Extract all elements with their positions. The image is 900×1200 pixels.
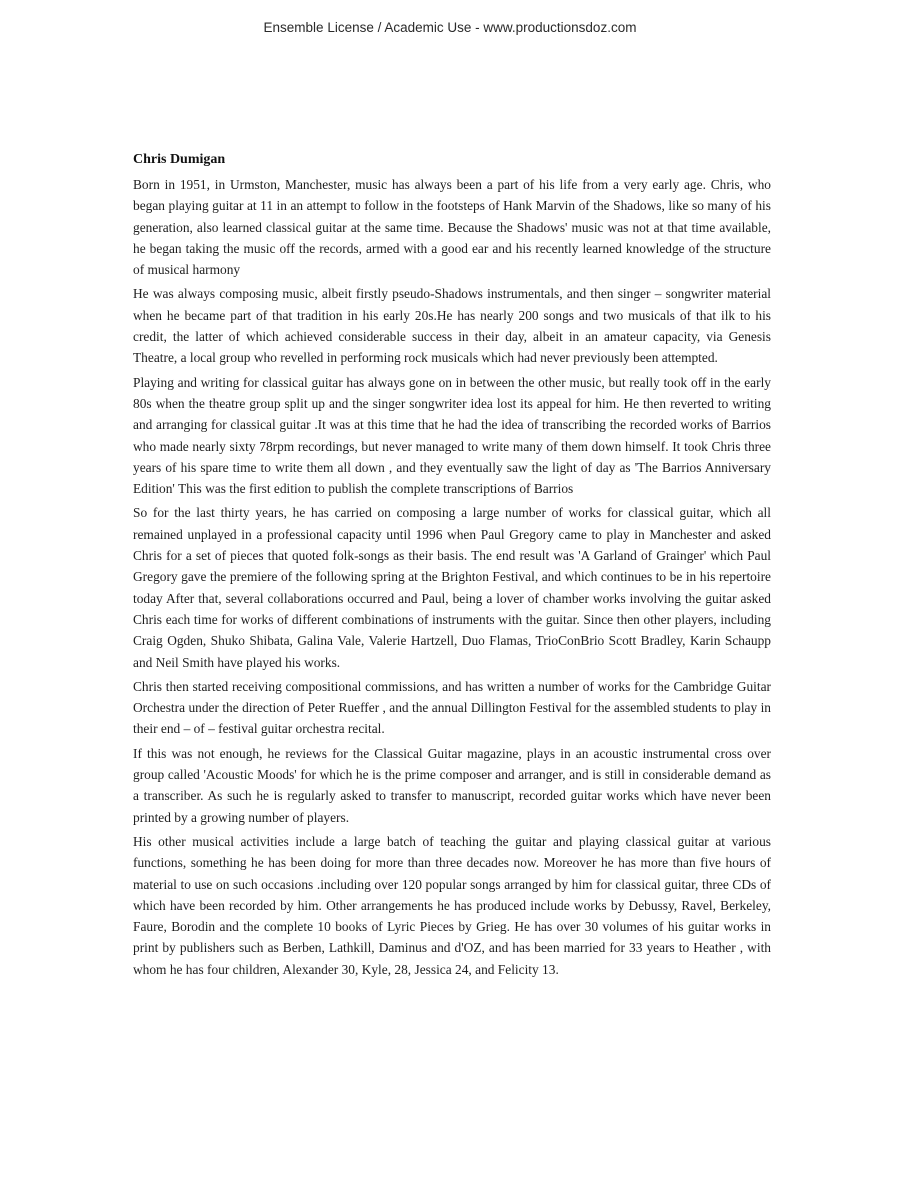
paragraph-other-activities: His other musical activities include a large batch of teaching the guitar and playing classical guitar at various functions, something he has been doing for more than three decades now. Moreover he has more than five hours of material to use on such occasions .including over 120 popular songs arranged by him for classical guitar, three CDs of which have been recorded by him. Other arrangements he has produced include works by Debussy, Ravel, Berkeley, Faure, Borodin and the complete 10 books of Lyric Pieces by Grieg. He has over 30 volumes of his guitar works in print by publishers such as Berben, Lathkill, Daminus and d'OZ, and has been married for 33 years to Heather , with whom he has four children, Alexander 30, Kyle, 28, Jessica 24, and Felicity 13. [133,833,771,977]
paragraph-songwriting: He was always composing music, albeit firstly pseudo-Shadows instrumentals, and then singer – songwriter material when he became part of that tradition in his early 20s.He has nearly 200 songs and two musicals of that ilk to his credit, the latter of which achieved considerable success in their day, albeit in an amateur capacity, via Genesis Theatre, a local group who revelled in performing rock musicals which had never previously been attempted. [133,286,771,366]
author-heading: Chris Dumigan [133,152,226,167]
biography-article [133,150,771,983]
paragraph-barrios: Playing and writing for classical guitar has always gone on in between the other music, but really took off in the early 80s when the theatre group split up and the singer songwriter idea lost its appeal for him. He then reverted to writing and arranging for classical guitar .It was at this time that he had the idea of transcribing the recorded works of Barrios who made nearly sixty 78rpm recordings, but never managed to write many of them down himself. It took Chris three years of his spare time to write them all down , and they eventually saw the light of day as 'The Barrios Anniversary Edition' This was the first edition to publish the complete transcriptions of Barrios [133,374,771,497]
paragraph-compositions: So for the last thirty years, he has carried on composing a large number of works for classical guitar, which all remained unplayed in a professional capacity until 1996 when Paul Gregory came to play in Manchester and asked Chris for a set of pieces that quoted folk-songs as their basis. The end result was 'A Garland of Grainger' which Paul Gregory gave the premiere of the following spring at the Brighton Festival, and which continues to be in his repertoire today After that, several collaborations occurred and Paul, being a lover of chamber works involving the guitar asked Chris each time for works of different combinations of instruments with the guitar. Since then other players, including Craig Ogden, Shuko Shibata, Galina Vale, Valerie Hartzell, Duo Flamas, TrioConBrio Scott Bradley, Karin Schaupp and Neil Smith have played his works. [133,505,771,670]
license-header: Ensemble License / Academic Use - www.productionsdoz.com [263,20,637,35]
paragraph-commissions: Chris then started receiving compositional commissions, and has written a number of works for the Cambridge Guitar Orchestra under the direction of Peter Rueffer , and the annual Dillington Festival for the assembled students to play in their end – of – festival guitar orchestra recital. [133,678,771,737]
paragraph-early-life: Born in 1951, in Urmston, Manchester, music has always been a part of his life from a very early age. Chris, who began playing guitar at 11 in an attempt to follow in the footsteps of Hank Marvin of the Shadows, like so many of his generation, also learned classical guitar at the same time. Because the Shadows' music was not at that time available, he began taking the music off the records, armed with a good ear and his recently learned knowledge of the structure of musical harmony [133,177,771,278]
paragraph-reviews: If this was not enough, he reviews for the Classical Guitar magazine, plays in an acoustic instrumental cross over group called 'Acoustic Moods' for which he is the prime composer and arranger, and is still in considerable demand as a transcriber. As such he is regularly asked to transfer to manuscript, recorded guitar works which have never been printed by a growing number of players. [133,745,771,825]
